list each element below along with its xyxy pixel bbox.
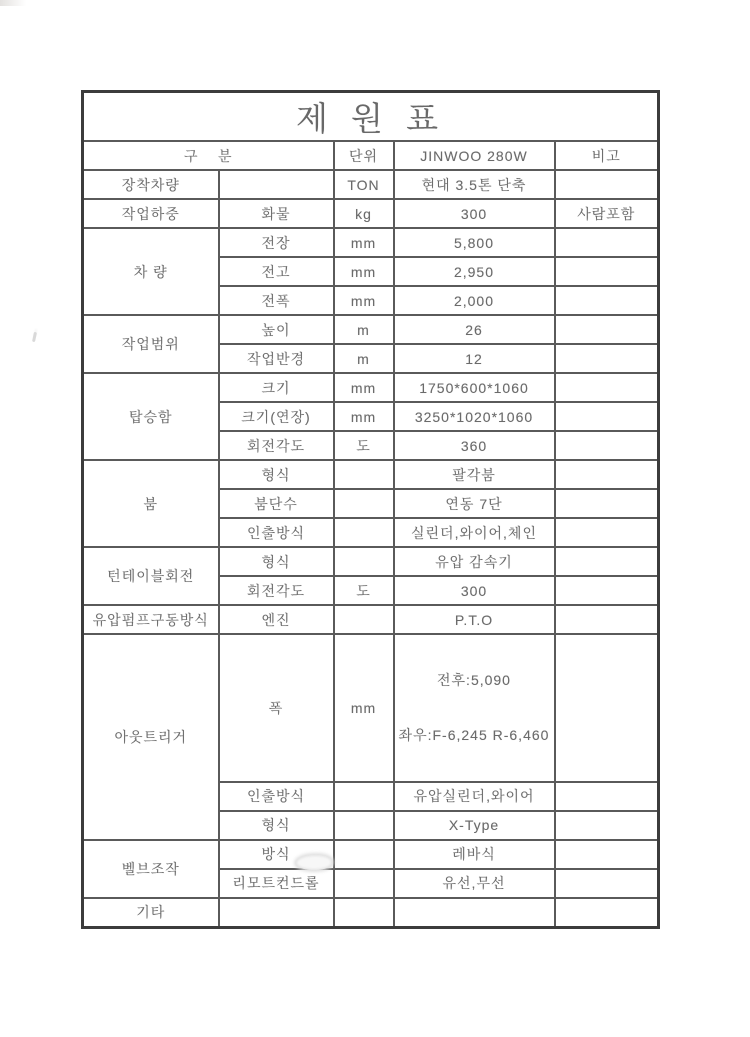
table-row (83, 605, 659, 634)
cell-subitem: 인출방식 (219, 782, 334, 811)
doc-title: 제 원 표 (83, 92, 659, 142)
cell-subitem: 회전각도 (219, 576, 334, 605)
cell-value: 1750*600*1060 (394, 373, 555, 402)
cell-category: 탑승함 (83, 373, 219, 460)
cell-subitem: 형식 (219, 547, 334, 576)
cell-subitem: 크기(연장) (219, 402, 334, 431)
cell-unit: 도 (334, 576, 394, 605)
cell-note (555, 315, 659, 344)
cell-category: 작업범위 (83, 315, 219, 373)
cell-unit (334, 489, 394, 518)
cell-value: 연동 7단 (394, 489, 555, 518)
table-row (83, 199, 659, 228)
cell-category: 유압펌프구동방식 (83, 605, 219, 634)
cell-value: 2,950 (394, 257, 555, 286)
cell-value: X-Type (394, 811, 555, 840)
cell-unit (334, 840, 394, 869)
cell-category: 아웃트리거 (83, 634, 219, 840)
cell-category: 붐 (83, 460, 219, 547)
table-header-row (83, 141, 659, 170)
cell-subitem: 전장 (219, 228, 334, 257)
cell-category: 턴테이블회전 (83, 547, 219, 605)
cell-value: 현대 3.5톤 단축 (394, 170, 555, 199)
cell-note (555, 547, 659, 576)
header-category: 구 분 (83, 141, 334, 170)
cell-note (555, 286, 659, 315)
table-row-title (83, 92, 659, 142)
cell-value: 유압실린더,와이어 (394, 782, 555, 811)
cell-subitem: 형식 (219, 811, 334, 840)
cell-value: 유압 감속기 (394, 547, 555, 576)
cell-value: 12 (394, 344, 555, 373)
cell-unit: mm (334, 228, 394, 257)
cell-unit: mm (334, 373, 394, 402)
cell-value: 26 (394, 315, 555, 344)
cell-category: 작업하중 (83, 199, 219, 228)
cell-subitem: 전고 (219, 257, 334, 286)
cell-value: 3250*1020*1060 (394, 402, 555, 431)
cell-note (555, 489, 659, 518)
cell-subitem: 작업반경 (219, 344, 334, 373)
cell-note (555, 460, 659, 489)
cell-unit: 도 (334, 431, 394, 460)
cell-category: 차 량 (83, 228, 219, 315)
cell-unit (334, 605, 394, 634)
cell-subitem: 높이 (219, 315, 334, 344)
table-row (83, 634, 659, 782)
scan-mark (32, 332, 37, 342)
cell-category: 벨브조작 (83, 840, 219, 898)
cell-unit: TON (334, 170, 394, 199)
cell-subitem: 화물 (219, 199, 334, 228)
scan-corner-speck (0, 0, 26, 6)
cell-unit (334, 898, 394, 928)
cell-note (555, 257, 659, 286)
cell-subitem: 엔진 (219, 605, 334, 634)
cell-subitem (219, 170, 334, 199)
cell-subitem: 형식 (219, 460, 334, 489)
value-line-1: 전후:5,090 (437, 672, 511, 689)
cell-note: 사람포함 (555, 199, 659, 228)
cell-subitem: 회전각도 (219, 431, 334, 460)
cell-value: 팔각붐 (394, 460, 555, 489)
table-row (83, 228, 659, 257)
cell-subitem: 방식 (219, 840, 334, 869)
table-row (83, 898, 659, 928)
cell-value: 실린더,와이어,체인 (394, 518, 555, 547)
cell-value: 유선,무선 (394, 869, 555, 898)
cell-value: P.T.O (394, 605, 555, 634)
cell-note (555, 840, 659, 869)
table-row (83, 840, 659, 869)
cell-subitem: 붐단수 (219, 489, 334, 518)
header-unit: 단위 (334, 141, 394, 170)
cell-note (555, 634, 659, 782)
table-row (83, 547, 659, 576)
cell-subitem (219, 898, 334, 928)
table-row (83, 315, 659, 344)
cell-note (555, 518, 659, 547)
cell-subitem: 전폭 (219, 286, 334, 315)
spec-table (81, 90, 660, 929)
cell-subitem: 크기 (219, 373, 334, 402)
cell-note (555, 373, 659, 402)
cell-unit (334, 782, 394, 811)
scan-smudge (296, 855, 332, 870)
cell-value: 300 (394, 576, 555, 605)
cell-value (394, 898, 555, 928)
table-row (83, 170, 659, 199)
cell-note (555, 869, 659, 898)
header-model: JINWOO 280W (394, 141, 555, 170)
cell-unit (334, 460, 394, 489)
cell-note (555, 782, 659, 811)
cell-note (555, 431, 659, 460)
cell-note (555, 170, 659, 199)
cell-subitem: 리모트컨드롤 (219, 869, 334, 898)
cell-unit: kg (334, 199, 394, 228)
cell-category: 장착차량 (83, 170, 219, 199)
table-row (83, 460, 659, 489)
cell-value: 2,000 (394, 286, 555, 315)
cell-value: 레바식 (394, 840, 555, 869)
cell-unit: mm (334, 257, 394, 286)
cell-unit (334, 547, 394, 576)
cell-value: 360 (394, 431, 555, 460)
cell-note (555, 576, 659, 605)
cell-value: 300 (394, 199, 555, 228)
cell-unit (334, 869, 394, 898)
cell-note (555, 898, 659, 928)
cell-subitem: 폭 (219, 634, 334, 782)
cell-note (555, 811, 659, 840)
cell-unit (334, 518, 394, 547)
value-line-2: 좌우:F-6,245 R-6,460 (398, 726, 550, 743)
cell-note (555, 344, 659, 373)
cell-unit: mm (334, 634, 394, 782)
cell-note (555, 228, 659, 257)
cell-category: 기타 (83, 898, 219, 928)
cell-value (394, 634, 555, 782)
cell-note (555, 605, 659, 634)
cell-unit: mm (334, 286, 394, 315)
cell-value: 5,800 (394, 228, 555, 257)
cell-unit (334, 811, 394, 840)
cell-subitem: 인출방식 (219, 518, 334, 547)
cell-unit: mm (334, 402, 394, 431)
cell-note (555, 402, 659, 431)
cell-unit: m (334, 344, 394, 373)
table-row (83, 373, 659, 402)
cell-unit: m (334, 315, 394, 344)
header-note: 비고 (555, 141, 659, 170)
